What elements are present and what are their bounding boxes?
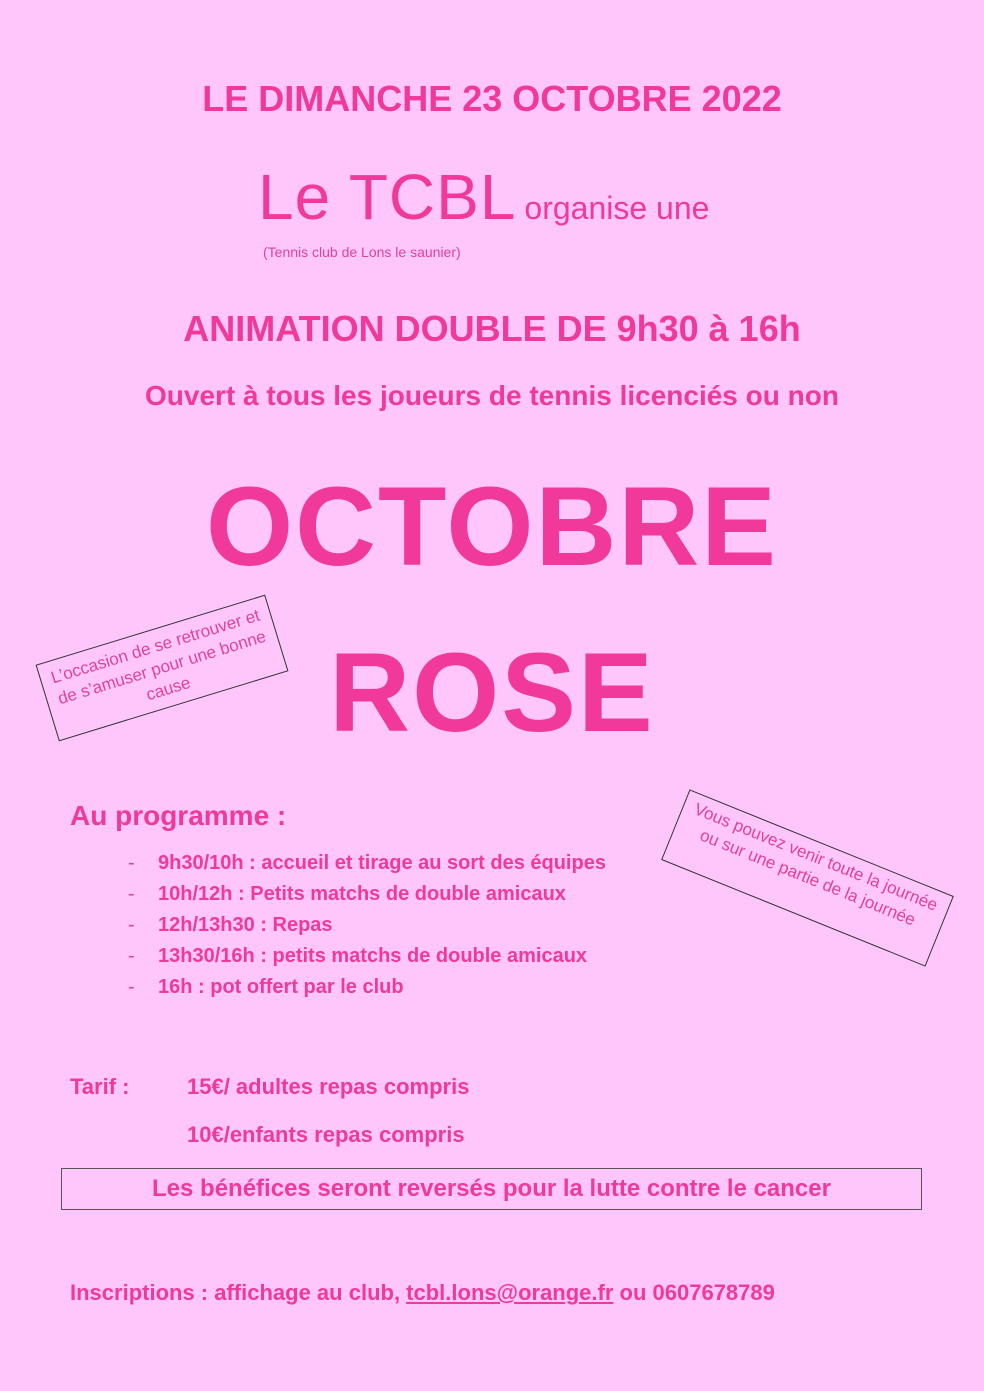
bullet-dash: -	[128, 945, 135, 967]
note-left: L’occasion de se retrouver et de s’amuser pour une bonne cause	[36, 595, 289, 742]
list-item	[128, 976, 606, 1007]
list-item-text: 12h/13h30 : Repas	[158, 914, 333, 936]
tarif-children: 10€/enfants repas compris	[187, 1122, 465, 1147]
list-item-text: 16h : pot offert par le club	[158, 976, 404, 998]
tarif-adults: 15€/ adultes repas compris	[187, 1074, 470, 1099]
note-right: Vous pouvez venir toute la journée ou sur une partie de la journée	[661, 789, 954, 966]
club-name: Le TCBL	[258, 161, 517, 233]
bullet-dash: -	[128, 852, 135, 874]
inscriptions-phone: ou 0607678789	[613, 1280, 775, 1305]
bullet-dash: -	[128, 914, 135, 936]
list-item-text: 10h/12h : Petits matchs de double amicaux	[158, 883, 566, 905]
programme-heading: Au programme :	[70, 800, 287, 831]
list-item	[128, 945, 606, 976]
animation-title: ANIMATION DOUBLE DE 9h30 à 16h	[183, 308, 801, 349]
event-date: LE DIMANCHE 23 OCTOBRE 2022	[202, 78, 782, 119]
programme-list	[128, 852, 606, 1007]
organizer-line	[258, 160, 709, 234]
title-rose: ROSE	[329, 630, 655, 755]
title-octobre: OCTOBRE	[206, 464, 778, 589]
email-link[interactable]: tcbl.lons@orange.fr	[406, 1280, 614, 1305]
list-item-text: 13h30/16h : petits matchs de double amicaux	[158, 945, 588, 967]
list-item	[128, 852, 606, 883]
organise-text: organise une	[524, 190, 710, 226]
tarif-label: Tarif :	[70, 1074, 130, 1099]
open-to-text: Ouvert à tous les joueurs de tennis licenciés ou non	[145, 380, 839, 411]
bullet-dash: -	[128, 883, 135, 905]
inscriptions-prefix: Inscriptions : affichage au club,	[70, 1280, 407, 1305]
list-item	[128, 914, 606, 945]
club-full-name: (Tennis club de Lons le saunier)	[263, 244, 461, 260]
benefits-box: Les bénéfices seront reversés pour la lutte contre le cancer	[61, 1168, 922, 1210]
list-item	[128, 883, 606, 914]
inscriptions-line	[70, 1280, 775, 1306]
list-item-text: 9h30/10h : accueil et tirage au sort des équipes	[158, 852, 606, 874]
bullet-dash: -	[128, 976, 135, 998]
